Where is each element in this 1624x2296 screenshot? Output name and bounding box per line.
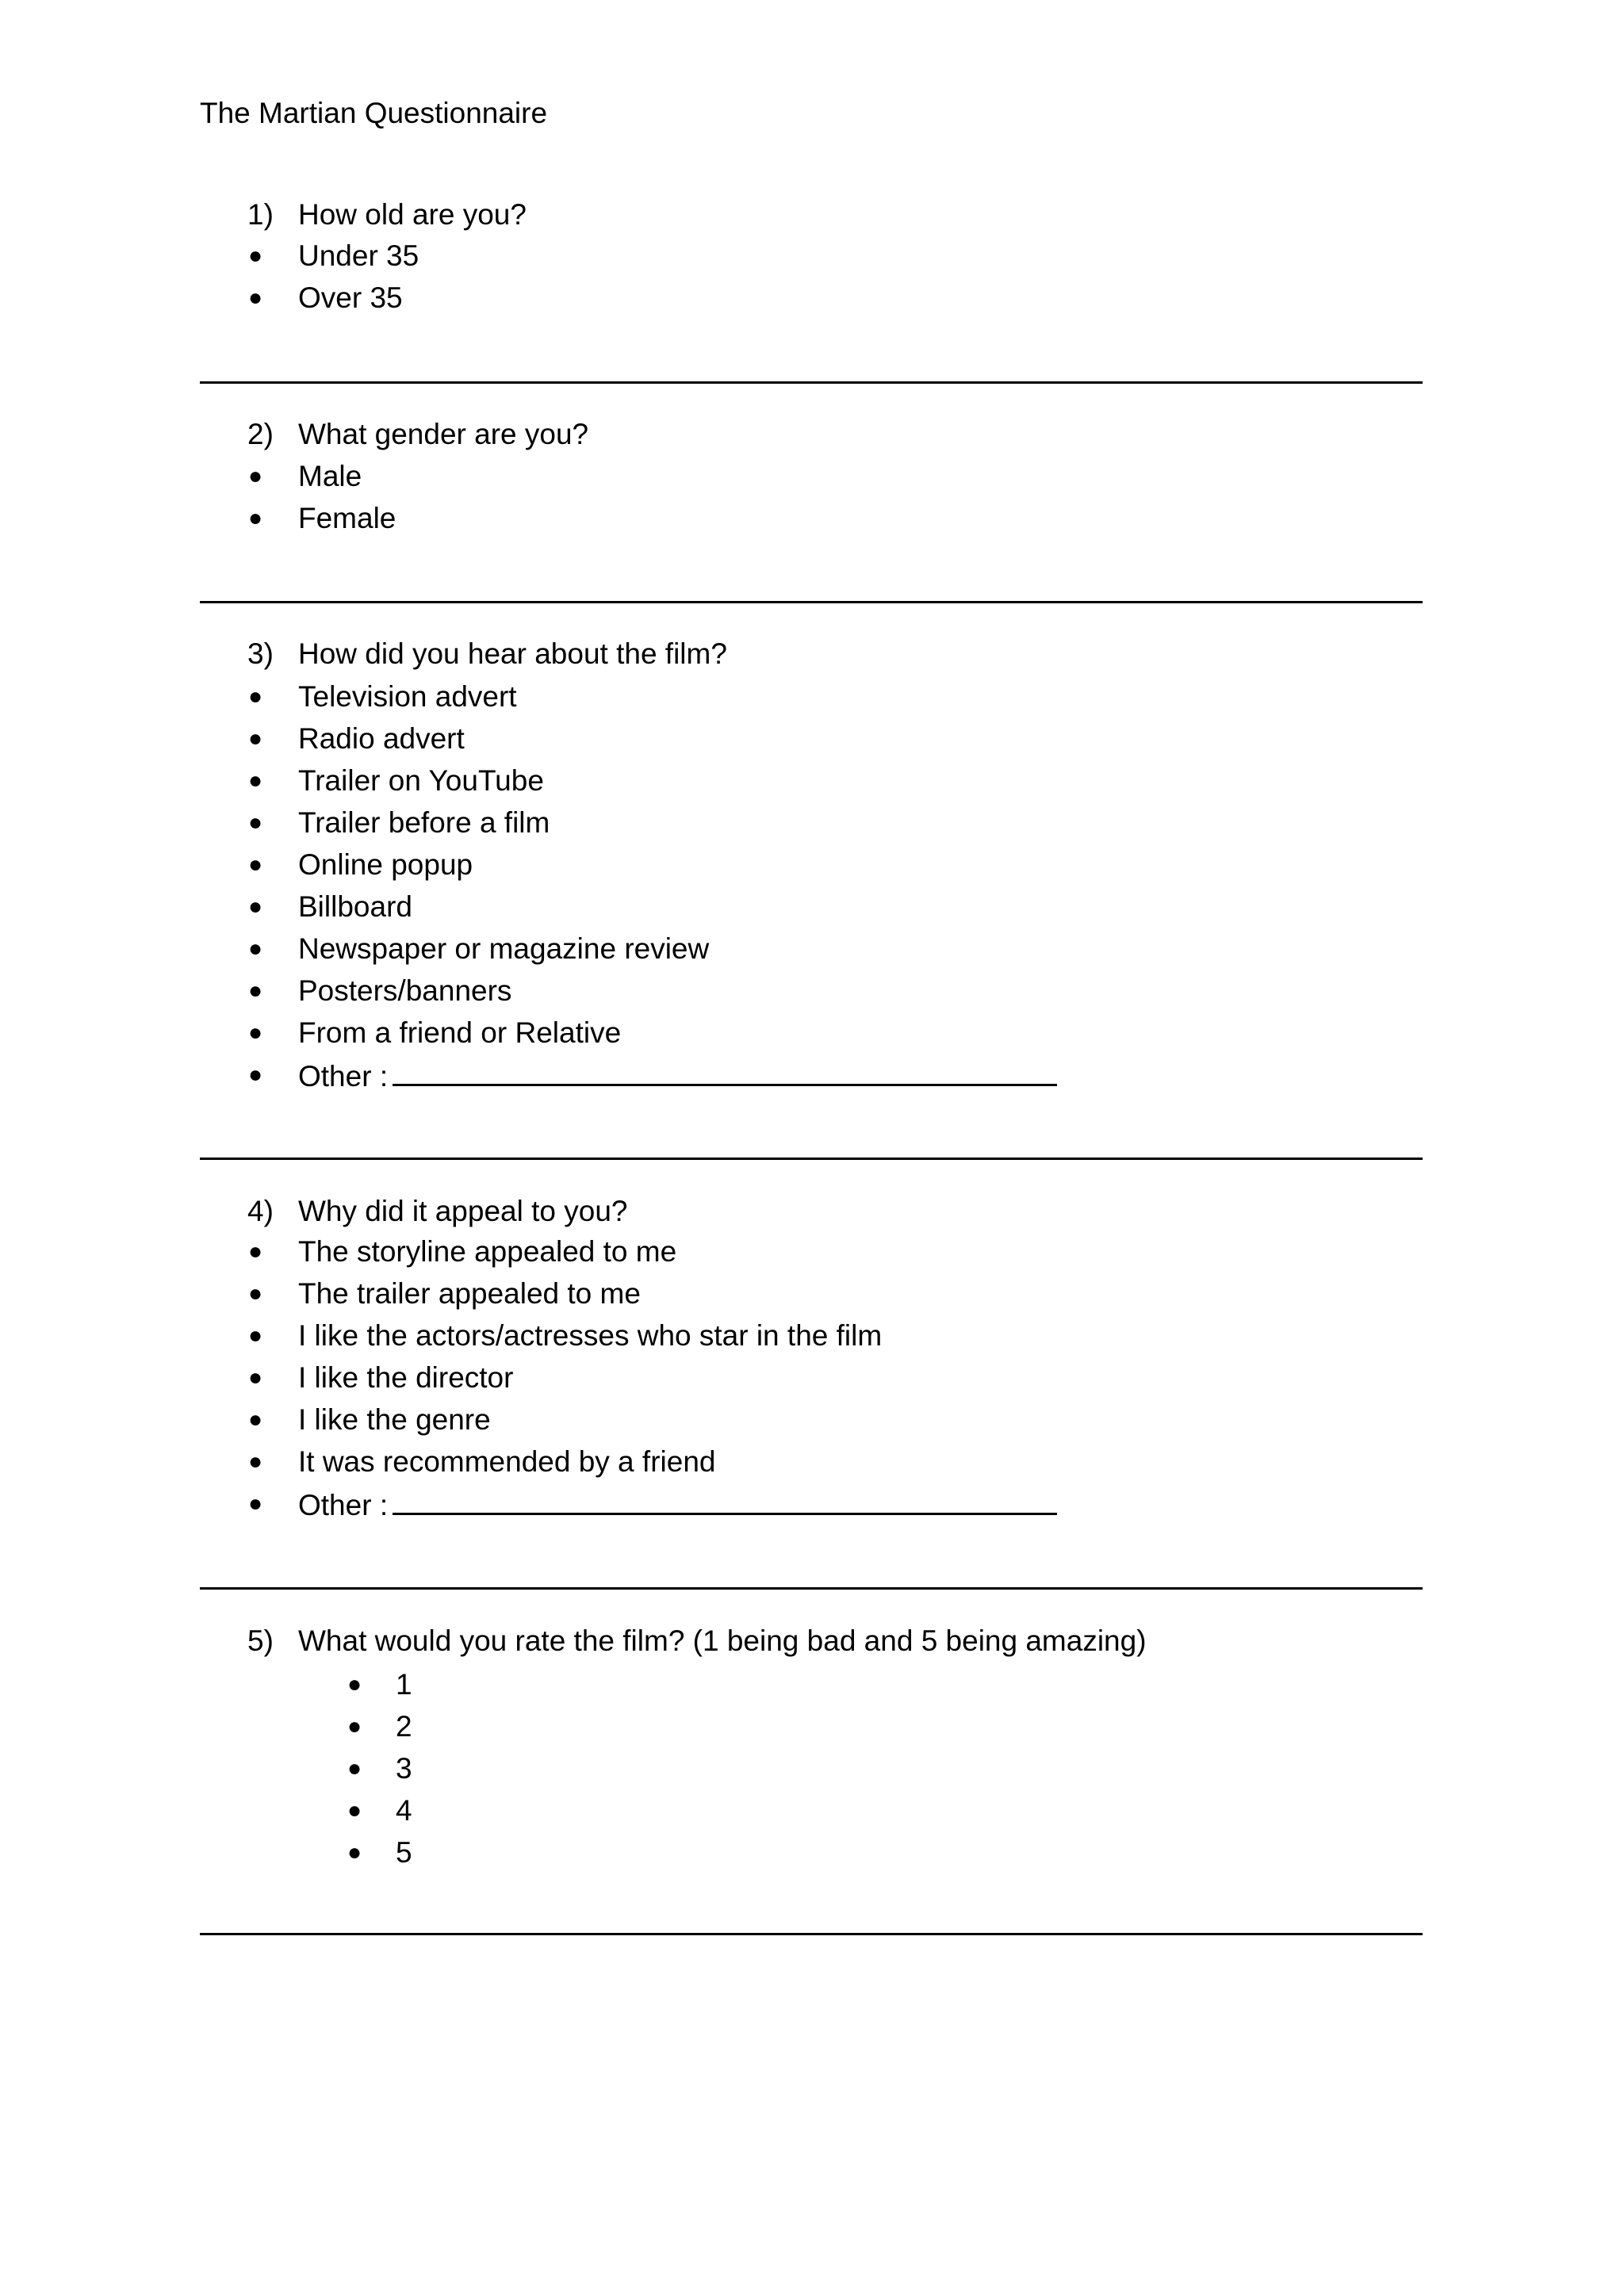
section-divider (200, 381, 1423, 384)
option-label: 5 (396, 1836, 412, 1869)
question-4 (247, 1193, 627, 1230)
bullet-icon: ● (247, 683, 263, 710)
option-label: From a friend or Relative (298, 1016, 622, 1049)
bullet-icon: ● (247, 1322, 263, 1349)
question-text: What would you rate the film? (1 being bad and 5 being amazing) (298, 1624, 1147, 1657)
other-answer-field[interactable] (393, 1054, 1057, 1086)
bullet-icon: ● (247, 243, 263, 269)
bullet-icon: ● (247, 1406, 263, 1433)
bullet-icon: ● (247, 894, 263, 920)
option-label: The storyline appealed to me (298, 1235, 677, 1268)
question-text: How did you hear about the film? (298, 637, 727, 670)
option-label: Trailer on YouTube (298, 764, 544, 797)
option-label: Male (298, 460, 362, 492)
question-number: 3) (247, 637, 274, 670)
option-label: Online popup (298, 848, 473, 881)
question-2 (247, 416, 588, 453)
option-label: Other : (298, 1060, 389, 1093)
section-divider (200, 1158, 1423, 1160)
option-label: Newspaper or magazine review (298, 932, 710, 965)
bullet-icon: ● (347, 1713, 362, 1739)
option-label: It was recommended by a friend (298, 1445, 716, 1478)
question-text: Why did it appeal to you? (298, 1195, 628, 1227)
option-label: Television advert (298, 680, 517, 713)
bullet-icon: ● (247, 505, 263, 531)
document-title: The Martian Questionnaire (200, 97, 548, 129)
bullet-icon: ● (347, 1671, 362, 1697)
bullet-icon: ● (247, 285, 263, 311)
option-label: Over 35 (298, 281, 403, 314)
bullet-icon: ● (247, 463, 263, 489)
option-label: Female (298, 502, 396, 534)
option-label: 1 (396, 1668, 412, 1701)
bullet-icon: ● (347, 1797, 362, 1823)
section-divider (200, 601, 1423, 603)
option-label: Other : (298, 1489, 389, 1521)
option-label: I like the director (298, 1361, 514, 1394)
option-label: Trailer before a film (298, 806, 550, 839)
question-text: What gender are you? (298, 418, 589, 450)
question-number: 2) (247, 418, 274, 450)
question-number: 4) (247, 1195, 274, 1227)
option-label: I like the genre (298, 1403, 491, 1436)
bullet-icon: ● (247, 936, 263, 962)
bullet-icon: ● (247, 725, 263, 752)
bullet-icon: ● (247, 1364, 263, 1391)
question-3 (247, 636, 727, 672)
option-label: Billboard (298, 890, 412, 923)
question-number: 1) (247, 198, 274, 231)
option-label: 2 (396, 1710, 412, 1743)
bullet-icon: ● (347, 1755, 362, 1781)
bullet-icon: ● (247, 1020, 263, 1046)
bullet-icon: ● (247, 851, 263, 878)
option-label: I like the actors/actresses who star in the film (298, 1319, 883, 1352)
question-5 (247, 1623, 1147, 1659)
question-1 (247, 197, 527, 233)
option-other (298, 1054, 1057, 1097)
bullet-icon: ● (247, 1280, 263, 1307)
option-label: Radio advert (298, 722, 465, 755)
bullet-icon: ● (247, 1062, 263, 1088)
bullet-icon: ● (247, 1238, 263, 1265)
bullet-icon: ● (247, 767, 263, 794)
section-divider (200, 1587, 1423, 1590)
bullet-icon: ● (247, 978, 263, 1004)
bullet-icon: ● (347, 1839, 362, 1866)
option-label: 4 (396, 1794, 412, 1827)
other-answer-field[interactable] (393, 1483, 1057, 1515)
option-other (298, 1483, 1057, 1526)
section-divider (200, 1933, 1423, 1935)
bullet-icon: ● (247, 809, 263, 836)
option-label: 3 (396, 1752, 412, 1785)
option-label: Posters/banners (298, 974, 512, 1007)
question-number: 5) (247, 1624, 274, 1657)
option-label: The trailer appealed to me (298, 1277, 641, 1310)
option-label: Under 35 (298, 239, 419, 272)
question-text: How old are you? (298, 198, 527, 231)
bullet-icon: ● (247, 1448, 263, 1475)
bullet-icon: ● (247, 1490, 263, 1517)
